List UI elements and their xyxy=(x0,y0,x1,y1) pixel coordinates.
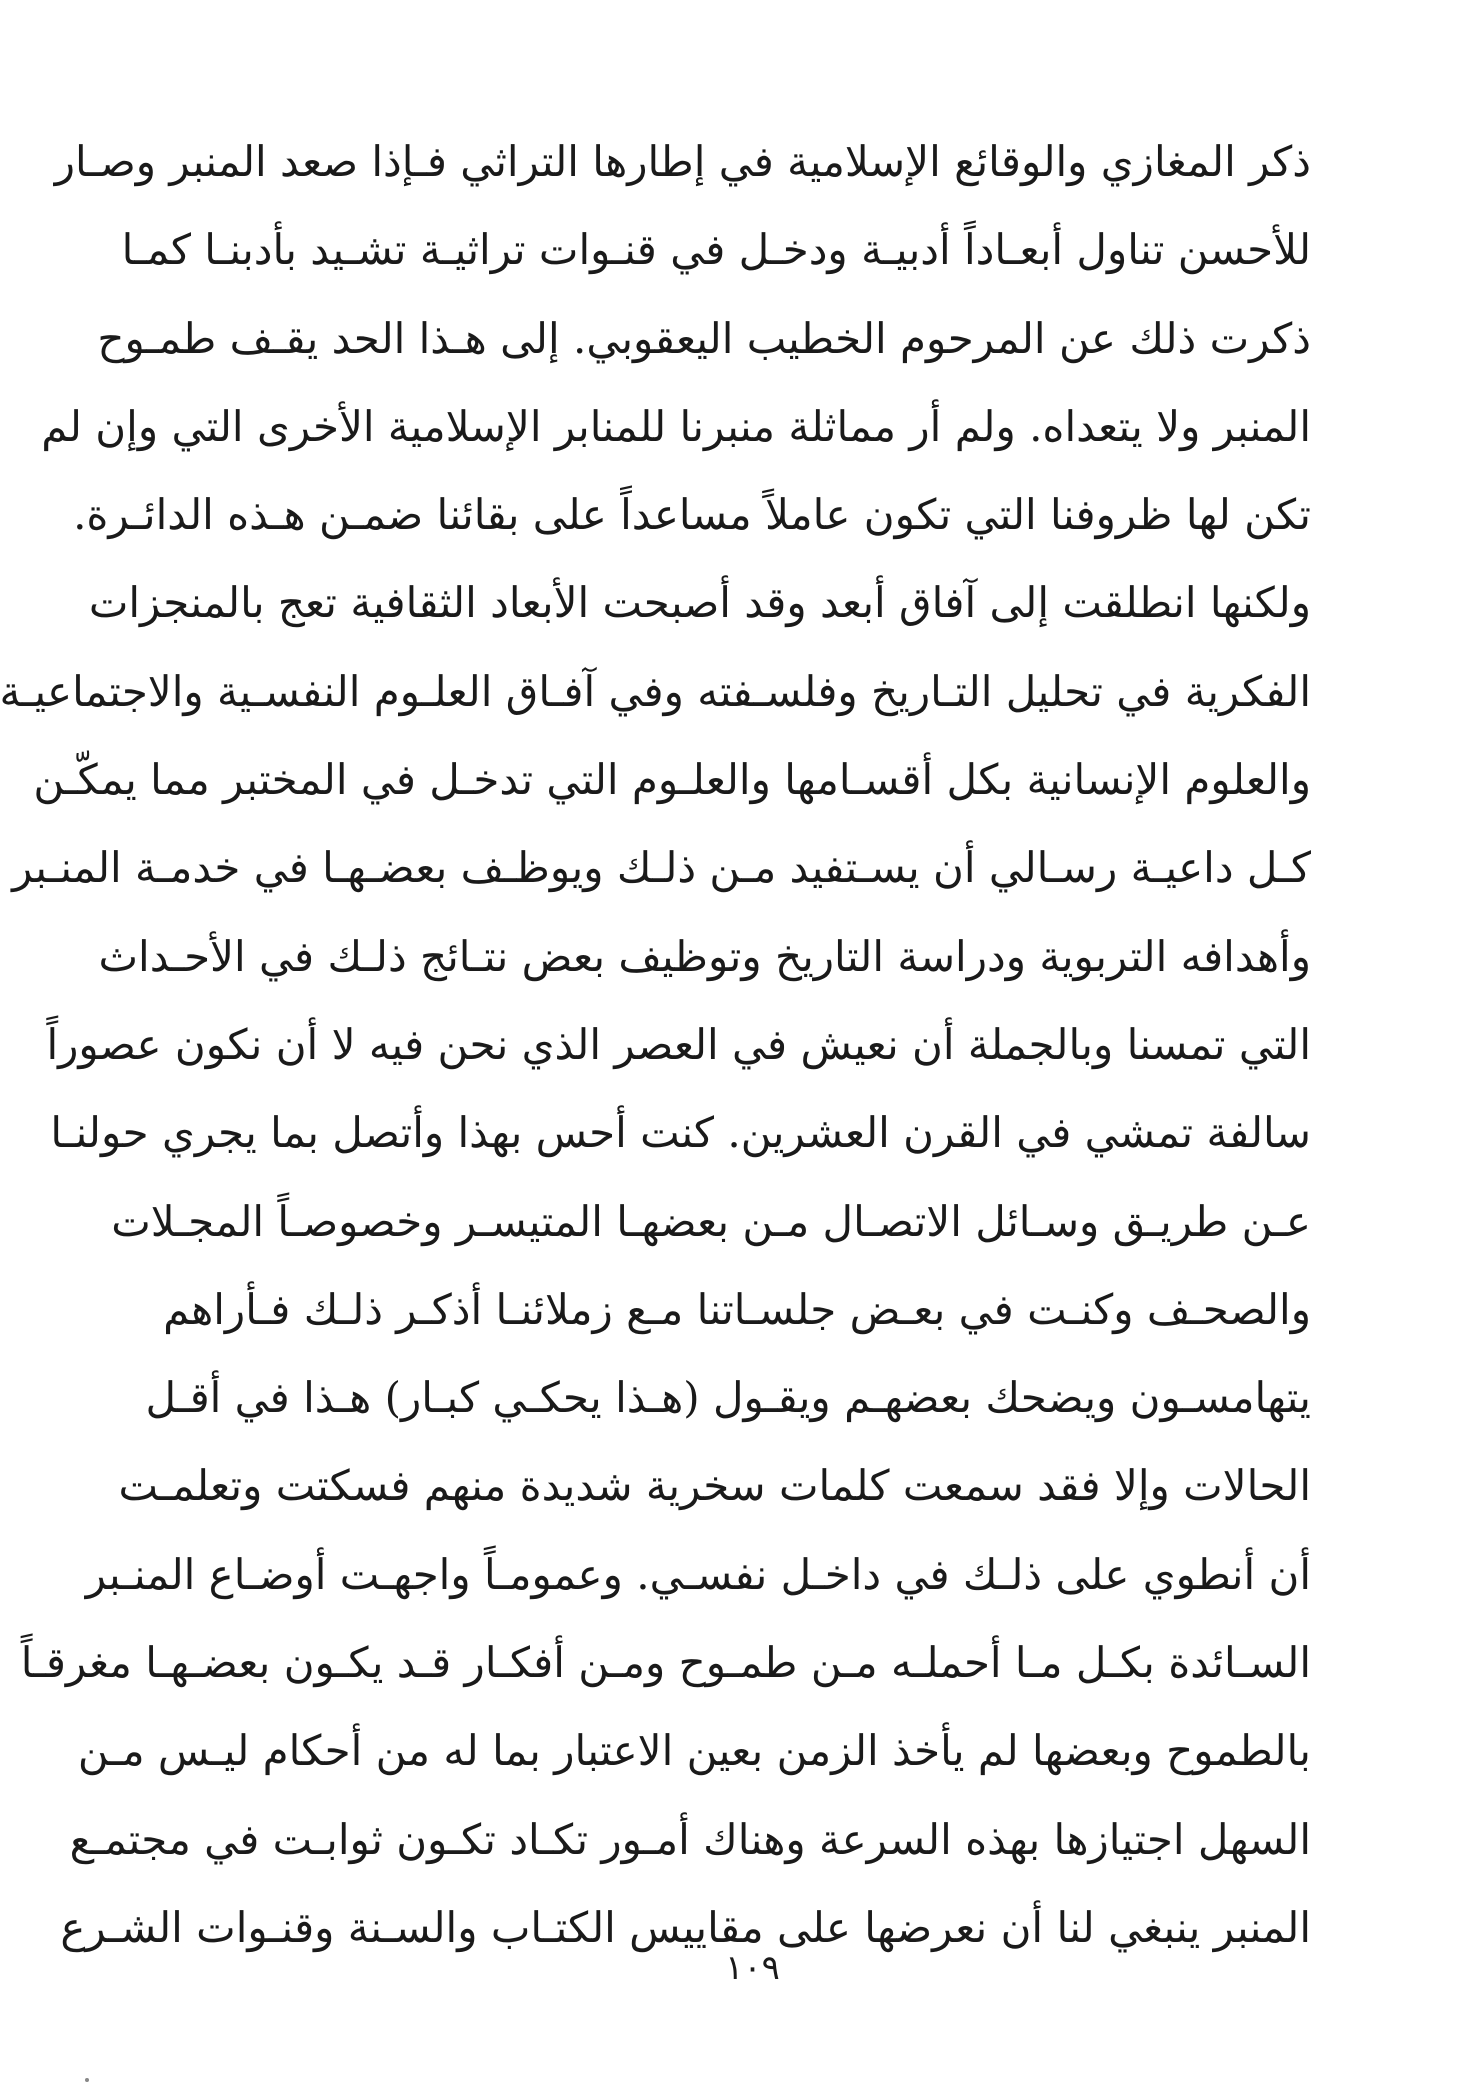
text-line: والعلوم الإنسانية بكل أقسـامها والعلـوم التي تدخـل في المختبر مما يمكّـن xyxy=(33,755,1311,805)
text-line: كـل داعيـة رسـالي أن يسـتفيد مـن ذلـك ويوظـف بعضـهـا في خدمـة المنـبر xyxy=(12,843,1311,893)
text-line: ولكنها انطلقت إلى آفاق أبعد وقد أصبحت الأبعاد الثقافية تعج بالمنجزات xyxy=(88,578,1311,628)
text-line: والصحـف وكنـت في بعـض جلسـاتنا مـع زملائنـا أذكـر ذلـك فـأراهم xyxy=(163,1284,1311,1334)
text-line: الفكرية في تحليل التـاريخ وفلسـفته وفي آفـاق العلـوم النفسـية والاجتماعيـة xyxy=(0,666,1311,716)
body-text xyxy=(0,118,1311,1972)
text-line: المنبر ينبغي لنا أن نعرضها على مقاييس الكتـاب والسـنة وقنـوات الشـرع xyxy=(60,1902,1311,1952)
text-line: السهل اجتيازها بهذه السرعة وهناك أمـور تكـاد تكـون ثوابـت في مجتمـع xyxy=(69,1814,1311,1864)
page-number: ١٠٩ xyxy=(725,1948,780,1988)
text-line: الحالات وإلا فقد سمعت كلمات سخرية شديدة منهم فسكتت وتعلمـت xyxy=(118,1461,1311,1511)
text-line: بالطموح وبعضها لم يأخذ الزمن بعين الاعتبار بما له من أحكام ليـس مـن xyxy=(77,1726,1311,1776)
text-line: التي تمسنا وبالجملة أن نعيش في العصر الذي نحن فيه لا أن نكون عصوراً xyxy=(46,1019,1311,1069)
text-line: للأحسن تناول أبعـاداً أدبيـة ودخـل في قنـوات تراثيـة تشـيد بأدبنـا كمـا xyxy=(121,225,1311,275)
text-line: ذكر المغازي والوقائع الإسلامية في إطارها التراثي فـإذا صعد المنبر وصـار xyxy=(54,137,1311,186)
text-line: يتهامسـون ويضحك بعضهـم ويقـول (هـذا يحكـي كبـار) هـذا في أقـل xyxy=(145,1373,1311,1423)
scan-speck xyxy=(85,2078,89,2082)
text-line: وأهدافه التربوية ودراسة التاريخ وتوظيف بعض نتـائج ذلـك في الأحـداث xyxy=(98,931,1311,981)
text-line: السـائدة بكـل مـا أحملـه مـن طمـوح ومـن أفكـار قـد يكـون بعضـهـا مغرقـاً xyxy=(20,1638,1311,1688)
text-line: تكن لها ظروفنا التي تكون عاملاً مساعداً على بقائنا ضمـن هـذه الدائـرة. xyxy=(73,490,1311,540)
text-line: ذكرت ذلك عن المرحوم الخطيب اليعقوبي. إلى هـذا الحد يقـف طمـوح xyxy=(97,313,1311,363)
text-line: المنبر ولا يتعداه. ولم أر مماثلة منبرنا للمنابر الإسلامية الأخرى التي وإن لم xyxy=(41,401,1311,451)
text-line: أن أنطوي على ذلـك في داخـل نفسـي. وعمومـاً واجهـت أوضـاع المنـبر xyxy=(85,1549,1311,1599)
text-line: سالفة تمشي في القرن العشرين. كنت أحس بهذا وأتصل بما يجري حولنـا xyxy=(50,1108,1311,1158)
text-line: عـن طريـق وسـائل الاتصـال مـن بعضهـا المتيسـر وخصوصـاً المجـلات xyxy=(111,1196,1311,1246)
